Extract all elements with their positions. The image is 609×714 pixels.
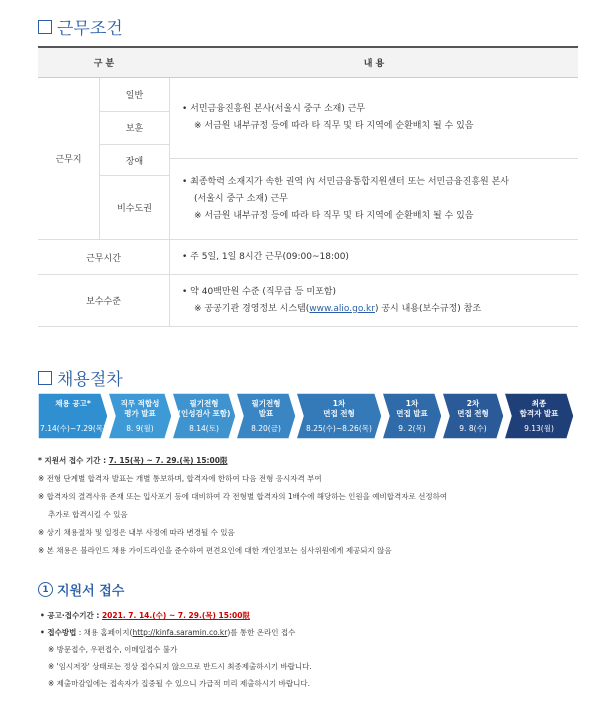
step-label-line-1: 최종 xyxy=(531,399,547,408)
note-line: ※ 상기 채용절차 및 일정은 내부 사정에 따라 변경될 수 있음 xyxy=(38,528,235,537)
general-line-1: • 서민금융진흥원 본사(서울시 중구 소재) 근무 xyxy=(182,104,366,114)
apply-note: ※ 제출마감일에는 접속자가 집중될 수 있으니 가급적 미리 제출하시기 바랍니다. xyxy=(48,679,310,688)
step-date: 8. 9(월) xyxy=(126,424,154,433)
apply-content xyxy=(40,607,585,692)
step-date: 9. 8(수) xyxy=(459,424,487,433)
step-label xyxy=(442,399,504,419)
step-label-line-2: 면접 발표 xyxy=(396,409,428,418)
square-icon xyxy=(38,371,52,385)
table-row-pay xyxy=(38,275,578,327)
square-icon xyxy=(38,20,52,34)
step-label-line-1: 필기전형 xyxy=(189,399,219,408)
note-line: ※ 본 채용은 블라인드 채용 가이드라인을 준수하여 편견요인에 대한 개인정보는 심사위원에게 제공되지 않음 xyxy=(38,546,392,555)
step-label xyxy=(108,399,172,419)
step-label xyxy=(504,399,574,419)
process-step xyxy=(172,393,236,439)
period-note-pre: * 지원서 접수 기간 : xyxy=(38,456,109,465)
category-general: 일반 xyxy=(100,78,169,112)
region-line-1: • 최종학력 소재지가 속한 권역 內 서민금융통합지원센터 또는 서민금융진흥원 본사 xyxy=(182,176,509,187)
header-content: 내 용 xyxy=(363,59,385,69)
step-date: 8.14(토) xyxy=(189,424,219,433)
note-line: 추가로 합격시킬 수 있음 xyxy=(48,510,128,519)
header-category: 구 분 xyxy=(93,59,115,69)
general-content xyxy=(170,78,578,159)
hours-label: 근무시간 xyxy=(38,240,170,274)
step-label-line-1: 직무 적합성 xyxy=(120,399,160,408)
alio-link[interactable]: www.alio.go.kr xyxy=(309,303,375,314)
region-content xyxy=(170,159,578,239)
process-title-text: 채용절차 xyxy=(57,370,123,390)
step-label-line-2: 합격자 발표 xyxy=(519,409,559,418)
apply-title xyxy=(38,580,124,599)
apply-period-label: • 공고·접수기간 : xyxy=(40,611,102,620)
pay-line-2-pre: ※ 공공기관 경영정보 시스템( xyxy=(194,303,310,314)
process-step xyxy=(38,393,108,439)
step-label xyxy=(38,399,108,409)
step-label-line-1: 1차 xyxy=(332,399,346,408)
apply-period-value: 2021. 7. 14.(수) ~ 7. 29.(목) 15:00限 xyxy=(101,611,250,620)
step-label-line-1: 채용 공고* xyxy=(55,399,91,408)
step-label xyxy=(236,399,296,419)
apply-title-text: 지원서 접수 xyxy=(57,584,125,599)
process-step xyxy=(504,393,574,439)
region-line-3: ※ 서금원 내부규정 등에 따라 타 직무 및 타 지역에 순환배치 될 수 있음 xyxy=(194,210,474,221)
step-label-line-2: 면접 전형 xyxy=(457,409,489,418)
process-notes xyxy=(38,452,583,560)
pay-line-1: • 약 40백만원 수준 (직무급 등 미포함) xyxy=(182,286,336,297)
saramin-link[interactable]: http://kinfa.saramin.co.kr xyxy=(132,628,228,637)
work-conditions-table xyxy=(38,46,578,327)
note-line: ※ 합격자의 결격사유 존재 또는 입사포기 등에 대비하여 각 전형별 합격자의 1배수에 해당하는 인원을 예비합격자로 선정하여 xyxy=(38,492,448,501)
apply-method-post: )를 통한 온라인 접수 xyxy=(227,628,296,637)
process-step xyxy=(108,393,172,439)
step-date: 8.20(금) xyxy=(251,424,281,433)
step-date: 9.13(월) xyxy=(524,424,554,433)
table-row-location xyxy=(38,78,578,240)
step-label-line-2: 평가 발표 xyxy=(124,409,156,418)
apply-method xyxy=(40,624,585,641)
step-label xyxy=(382,399,442,419)
hours-value: • 주 5일, 1일 8시간 근무(09:00~18:00) xyxy=(182,251,349,262)
apply-note: ※ '임시저장' 상태로는 정상 접수되지 않으므로 반드시 최종제출하시기 바랍니다. xyxy=(48,662,312,671)
step-label-line-2: 면접 전형 xyxy=(323,409,355,418)
table-header xyxy=(38,48,578,78)
pay-label: 보수수준 xyxy=(38,275,170,326)
apply-note: ※ 방문접수, 우편접수, 이메일접수 불가 xyxy=(48,645,178,654)
process-step xyxy=(442,393,504,439)
location-categories xyxy=(100,78,170,239)
category-non-capital: 비수도권 xyxy=(117,204,152,215)
category-disabled: 장애 xyxy=(100,145,169,177)
category-veteran: 보훈 xyxy=(100,112,169,145)
pay-content xyxy=(170,275,578,326)
note-line: ※ 전형 단계별 합격자 발표는 개별 통보하며, 합격자에 한하여 다음 전형 응시자격 부여 xyxy=(38,474,322,483)
process-step xyxy=(296,393,382,439)
circled-number-icon: 1 xyxy=(38,582,53,597)
step-date: 7.14(수)~7.29(목) xyxy=(40,424,106,433)
location-label: 근무지 xyxy=(38,78,100,239)
apply-method-label: • 접수방법 xyxy=(40,628,77,637)
step-label xyxy=(296,399,382,419)
process-steps xyxy=(38,393,583,439)
apply-period xyxy=(40,607,585,624)
step-label-line-2: 발표 xyxy=(258,409,274,418)
period-note xyxy=(38,452,583,470)
step-label-line-1: 1차 xyxy=(405,399,419,408)
step-date: 8.25(수)~8.26(목) xyxy=(306,424,372,433)
process-step xyxy=(236,393,296,439)
work-conditions-title xyxy=(38,14,123,39)
step-label-line-1: 필기전형 xyxy=(251,399,281,408)
table-row-hours xyxy=(38,240,578,275)
step-label xyxy=(172,399,236,419)
location-content xyxy=(170,78,578,239)
step-label-line-2: (인성검사 포함) xyxy=(177,409,231,418)
pay-line-2 xyxy=(182,301,578,318)
general-line-2: ※ 서금원 내부규정 등에 따라 타 직무 및 타 지역에 순환배치 될 수 있음 xyxy=(194,121,474,131)
pay-line-2-post: ) 공시 내용(보수규정) 참조 xyxy=(374,303,482,314)
apply-method-pre: : 채용 홈페이지( xyxy=(76,628,133,637)
step-date: 9. 2(목) xyxy=(398,424,426,433)
step-label-line-1: 2차 xyxy=(466,399,480,408)
work-title-text: 근무조건 xyxy=(57,19,123,39)
process-title xyxy=(38,365,123,390)
period-note-value: 7. 15(목) ~ 7. 29.(목) 15:00限 xyxy=(108,456,228,465)
region-line-2: (서울시 중구 소재) 근무 xyxy=(194,193,288,204)
process-step xyxy=(382,393,442,439)
